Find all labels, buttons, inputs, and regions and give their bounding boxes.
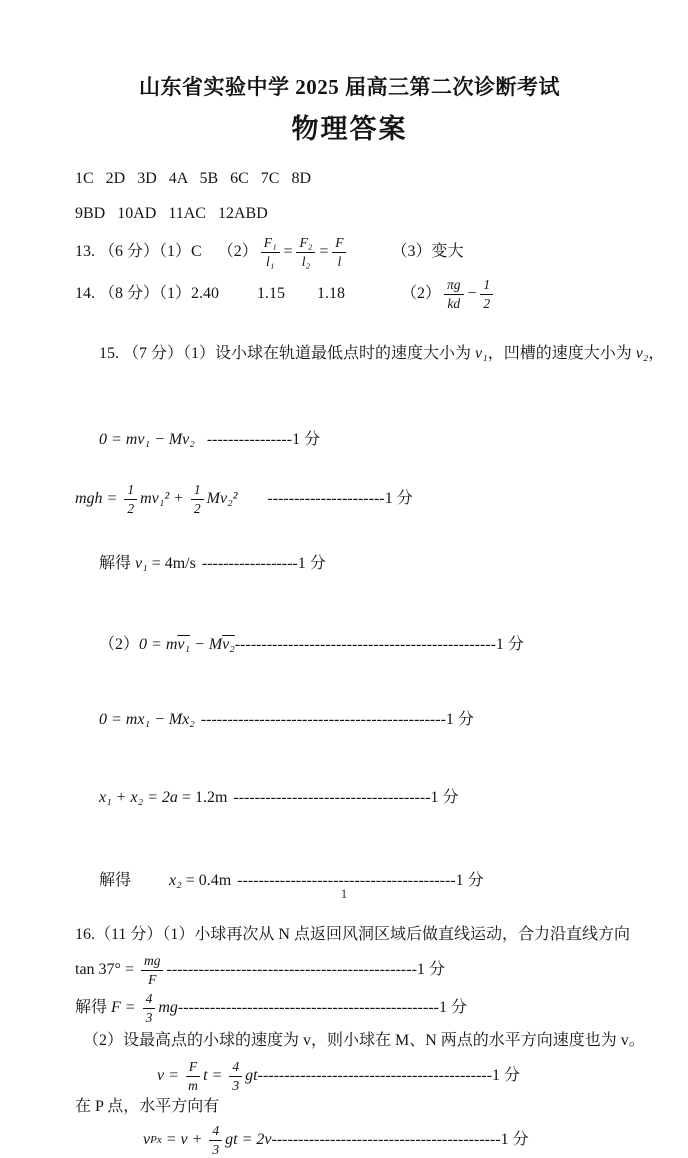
score-mark: 1 分 (492, 1067, 521, 1084)
q14-value-2: 1.15 (257, 285, 286, 302)
dotted-leader: ------------------------------------------------- (234, 636, 496, 653)
dotted-leader: ------------------------------------------- (271, 1131, 501, 1148)
fraction-numerator: F (332, 235, 346, 253)
q15-var-v1: v₁ (475, 345, 488, 362)
score-mark: 1 分 (500, 1131, 529, 1148)
fraction-denominator: 3 (232, 1077, 240, 1093)
q13-fraction-1 (261, 235, 280, 270)
equation-rhs: gt = 2v (225, 1131, 272, 1148)
q16-at-point-P-text: 在 P 点，水平方向有 (75, 1098, 220, 1115)
equation-lhs: tan 37° = (75, 961, 138, 978)
fraction-numerator: 1 (124, 482, 137, 500)
q15-intro-text-2: ，凹槽的速度大小为 (487, 345, 636, 362)
fraction-denominator: kd (447, 295, 461, 311)
avg-velocity-v2-overline: v₂ (222, 636, 235, 653)
equation-variable: v₁ (135, 555, 148, 572)
fraction-denominator: m (188, 1077, 198, 1093)
q16-part2-text: （2）设最高点的小球的速度为 v，则小球在 M、N 两点的水平方向速度也为 v。 (83, 1032, 645, 1049)
fraction-denominator: l₁ (265, 253, 275, 269)
q14-fraction-1 (444, 277, 464, 312)
q16-eq4-fraction (209, 1123, 222, 1158)
score-mark: 1 分 (438, 999, 467, 1016)
fraction-denominator: l₂ (301, 253, 311, 269)
equation-middle-2: Mv₂² (206, 490, 238, 507)
fraction-denominator: 2 (483, 295, 491, 311)
answer-sheet-title: 物理答案 (291, 114, 408, 144)
dotted-leader: ------------------------------------- (233, 789, 431, 806)
equation-middle: t = (203, 1067, 227, 1084)
score-mark: 1 分 (495, 636, 524, 653)
equation-variable: x₂ (169, 872, 182, 889)
q14-minus-sign: − (466, 285, 478, 302)
q16-equation-tan (75, 952, 624, 988)
q15-equation-sum-displacement (75, 765, 624, 831)
score-mark: 1 分 (384, 490, 413, 507)
dotted-leader: ------------------------------------------------- (177, 999, 439, 1016)
dotted-leader: -------------------------------------------- (257, 1067, 493, 1084)
score-mark: 1 分 (455, 872, 484, 889)
fraction-numerator: 1 (191, 482, 204, 500)
fraction-denominator: 2 (127, 500, 135, 516)
q16-solve-F (75, 990, 624, 1026)
equation-value: = 0.4m (181, 872, 232, 889)
equation-lhs: 0 = m (139, 636, 178, 653)
question-14-answer-line (75, 275, 624, 313)
question-15-intro (75, 321, 665, 387)
question-13-answer-line (75, 233, 624, 271)
q16-equation-vPx (143, 1122, 624, 1158)
q14-part2-label: （2） (401, 285, 442, 302)
question-16-intro: 16.（11 分）（1）小球再次从 N 点返回风洞区域后做直线运动，合力沿直线方向 (75, 926, 630, 943)
fraction-denominator: F (148, 971, 157, 987)
equation-lhs: F = (111, 999, 140, 1016)
equation-middle-1: mv₁² + (140, 490, 188, 507)
equation-lhs: mgh = (75, 490, 122, 507)
q14-prefix: 14. （8 分）（1）2.40 (75, 285, 220, 302)
dotted-leader: ------------------ (201, 555, 298, 572)
q15-solve-x2 (75, 848, 624, 914)
score-mark: 1 分 (292, 431, 321, 448)
fraction-numerator: 4 (143, 991, 156, 1009)
q15-equation-energy (75, 481, 624, 517)
q13-part3: （3）变大 (391, 243, 464, 260)
score-mark: 1 分 (297, 555, 326, 572)
choice-answers-row-1: 1C 2D 3D 4A 5B 6C 7C 8D (75, 170, 312, 187)
equation-middle: − M (190, 636, 223, 653)
fraction-numerator: πg (444, 277, 464, 295)
fraction-numerator: F₂ (296, 235, 315, 253)
dotted-leader: ---------------------- (267, 490, 385, 507)
equation-rhs: gt (245, 1067, 258, 1084)
fraction-numerator: F (186, 1059, 200, 1077)
equation-value: = 1.2m (177, 789, 228, 806)
q14-value-3: 1.18 (317, 285, 346, 302)
solve-label: 解得 (75, 999, 112, 1016)
q16-eq3-fraction-1 (186, 1059, 200, 1094)
equation-value: = 4m/s (147, 555, 196, 572)
score-mark: 1 分 (445, 711, 474, 728)
fraction-numerator: 4 (209, 1123, 222, 1141)
fraction-denominator: 2 (193, 500, 201, 516)
q13-equals-1: = (282, 243, 294, 260)
solve-label: 解得 (99, 872, 132, 889)
solve-label: 解得 (99, 555, 136, 572)
q16-eq3-fraction-2 (229, 1059, 242, 1094)
q13-fraction-2 (296, 235, 315, 270)
fraction-denominator: l (337, 253, 342, 269)
fraction-numerator: 4 (229, 1059, 242, 1077)
equation-variable: v (143, 1131, 151, 1148)
choice-answers-row-2: 9BD 10AD 11AC 12ABD (75, 205, 268, 222)
equation-formula: x₁ + x₂ = 2a (99, 789, 178, 806)
q15-intro-text-3: ， (648, 345, 665, 362)
q15-eq2-fraction-2 (191, 482, 204, 517)
q14-fraction-2 (480, 277, 493, 312)
fraction-numerator: mg (141, 953, 164, 971)
dotted-leader: ---------------------------------------------- (200, 711, 446, 728)
fraction-denominator: 3 (145, 1009, 153, 1025)
equation-lhs: v = (157, 1067, 183, 1084)
fraction-numerator: F₁ (261, 235, 280, 253)
score-mark: 1 分 (430, 789, 459, 806)
q15-part2-label: （2） (99, 636, 140, 653)
q15-solve-v1 (75, 531, 624, 597)
fraction-numerator: 1 (480, 277, 493, 295)
dotted-leader: ----------------------------------------------- (166, 961, 417, 978)
variable-subscript-Px: Px (150, 1134, 162, 1146)
q13-equals-2: = (318, 243, 330, 260)
q16-eq1-fraction (141, 953, 164, 988)
q16-equation-v (157, 1058, 624, 1094)
q16-eq2-fraction (143, 991, 156, 1026)
fraction-denominator: 3 (212, 1141, 220, 1157)
q15-equation-momentum (75, 407, 624, 473)
q13-fraction-3 (332, 235, 346, 270)
q15-equation-displacement (75, 687, 624, 753)
equation-formula: 0 = mx₁ − Mx₂ (99, 711, 195, 728)
avg-velocity-v1-overline: v₁ (177, 636, 191, 653)
equation-formula: 0 = mv₁ − Mv₂ (99, 431, 195, 448)
q13-prefix: 13. （6 分）（1）C (75, 243, 202, 260)
dotted-leader: ----------------------------------------- (237, 872, 456, 889)
q15-var-v2: v₂ (635, 345, 649, 362)
q15-intro-text-1: 15. （7 分）（1）设小球在轨道最低点时的速度大小为 (99, 345, 476, 362)
page-number: 1 (340, 886, 348, 901)
equation-middle: = v + (161, 1131, 207, 1148)
q13-part2-label: （2） (217, 243, 258, 260)
exam-title: 山东省实验中学 2025 届高三第二次诊断考试 (139, 75, 560, 99)
q15-eq2-fraction-1 (124, 482, 137, 517)
equation-rhs: mg (158, 999, 178, 1016)
dotted-leader: ---------------- (206, 431, 293, 448)
score-mark: 1 分 (416, 961, 445, 978)
q15-part2-equation-momentum-avg (75, 612, 624, 678)
